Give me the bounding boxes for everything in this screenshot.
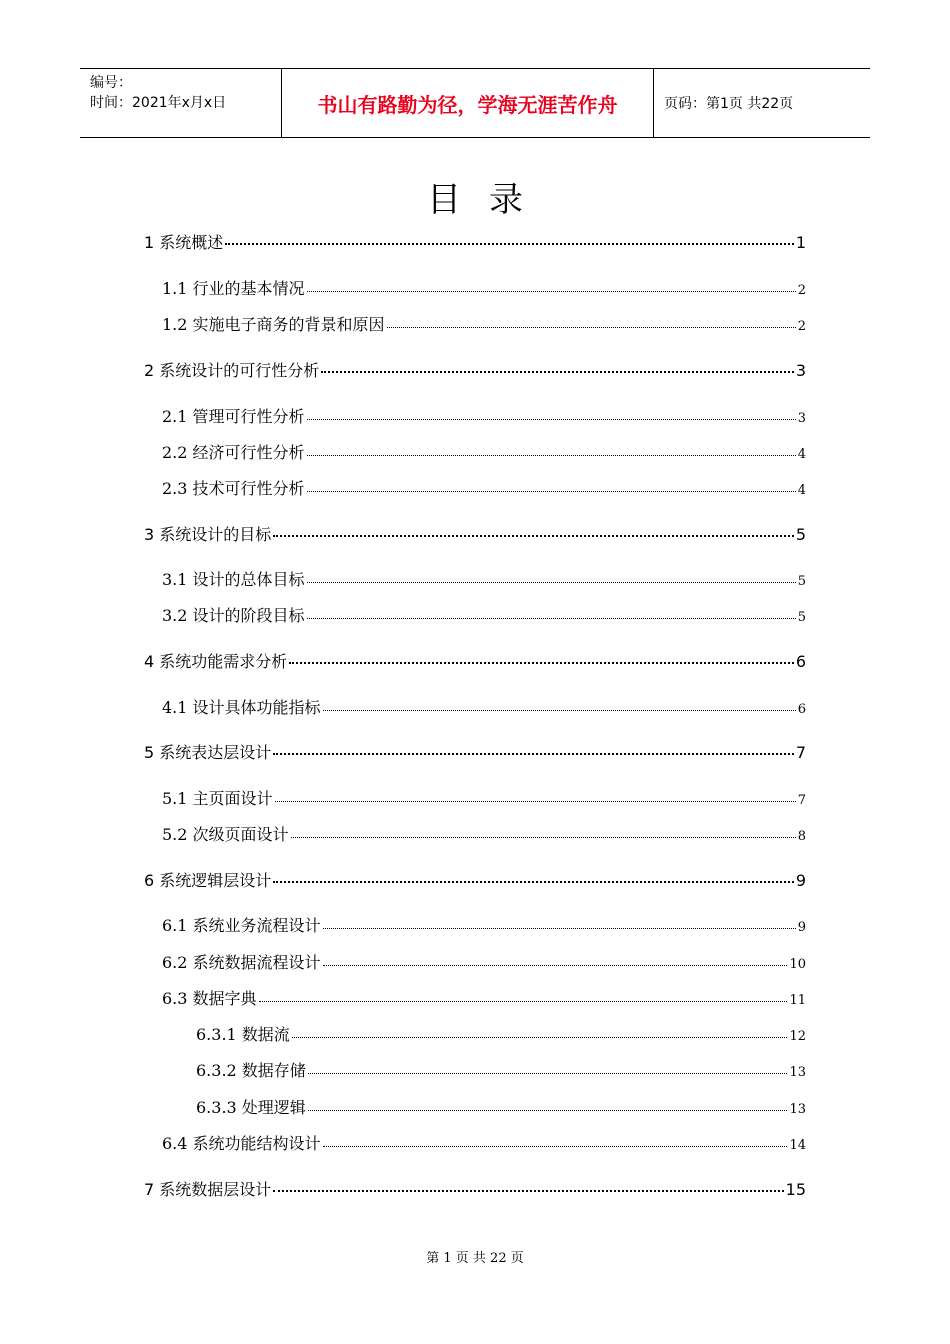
page-title: 目录 (427, 180, 551, 220)
toc-entry-label: 6.3.2 数据存储 (196, 1061, 306, 1080)
toc-entry[interactable] (162, 276, 806, 299)
toc-entry-label: 3.2 设计的阶段目标 (162, 606, 305, 625)
header-page-info: 页码：第1页 共22页 (664, 96, 794, 112)
toc-dot-leader (291, 836, 796, 838)
toc-entry-label: 1 系统概述 (144, 233, 224, 252)
toc-entry-page: 4 (797, 447, 806, 462)
toc-entry-label: 6 系统逻辑层设计 (144, 871, 272, 890)
toc-entry[interactable] (144, 522, 806, 545)
toc-entry-label: 6.3.1 数据流 (196, 1025, 290, 1044)
toc-entry-label: 2 系统设计的可行性分析 (144, 361, 320, 380)
toc-dot-leader (323, 709, 796, 711)
toc-entry-page: 1 (795, 233, 806, 252)
toc-entry-page: 9 (795, 871, 806, 890)
toc-dot-leader (321, 370, 794, 373)
toc-entry[interactable] (162, 603, 806, 626)
header-motto: 书山有路勤为径，学海无涯苦作舟 (282, 69, 654, 137)
toc-dot-leader (307, 490, 796, 492)
toc-entry[interactable] (144, 230, 806, 253)
toc-entry-label: 5.1 主页面设计 (162, 789, 273, 808)
toc-entry[interactable] (144, 740, 806, 763)
toc-entry[interactable] (162, 1131, 806, 1154)
toc-entry-label: 3.1 设计的总体目标 (162, 570, 305, 589)
toc-entry-label: 2.1 管理可行性分析 (162, 407, 305, 426)
toc-entry-label: 6.1 系统业务流程设计 (162, 916, 321, 935)
toc-entry[interactable] (144, 1177, 806, 1200)
toc-entry[interactable] (162, 822, 806, 845)
toc-entry-page: 12 (789, 1029, 806, 1044)
toc-entry[interactable] (162, 476, 806, 499)
toc-entry-page: 9 (797, 920, 806, 935)
toc-entry-page: 5 (795, 525, 806, 544)
toc-entry[interactable] (162, 312, 806, 335)
toc-dot-leader (323, 1145, 788, 1147)
toc-entry-page: 6 (795, 652, 806, 671)
toc-dot-leader (273, 534, 794, 537)
toc-dot-leader (273, 1189, 783, 1192)
toc-entry-page: 5 (797, 610, 806, 625)
toc-entry-page: 5 (797, 574, 806, 589)
toc-entry-page: 3 (797, 411, 806, 426)
toc-dot-leader (323, 927, 796, 929)
toc-entry[interactable] (162, 440, 806, 463)
toc-entry-page: 11 (789, 993, 806, 1008)
toc-entry[interactable] (162, 567, 806, 590)
toc-entry-label: 2.3 技术可行性分析 (162, 479, 305, 498)
toc-entry-page: 2 (797, 319, 806, 334)
toc-dot-leader (289, 661, 794, 664)
toc-dot-leader (323, 964, 788, 966)
toc-entry-page: 2 (797, 283, 806, 298)
toc-dot-leader (259, 1000, 788, 1002)
toc-entry[interactable] (162, 986, 806, 1009)
toc-dot-leader (308, 1109, 788, 1111)
toc-entry-page: 7 (797, 793, 806, 808)
toc-entry-page: 13 (789, 1102, 806, 1117)
toc-entry[interactable] (144, 358, 806, 381)
toc-dot-leader (307, 454, 796, 456)
toc-entry-label: 3 系统设计的目标 (144, 525, 272, 544)
toc-dot-leader (308, 1072, 788, 1074)
toc-dot-leader (273, 880, 794, 883)
page-footer: 第 1 页 共 22 页 (426, 1251, 524, 1266)
document-number-label: 编号： (90, 75, 132, 91)
toc-entry-page: 14 (789, 1138, 806, 1153)
toc-entry[interactable] (162, 786, 806, 809)
toc-dot-leader (307, 290, 796, 292)
toc-entry[interactable] (162, 695, 806, 718)
toc-dot-leader (275, 800, 796, 802)
toc-entry[interactable] (162, 913, 806, 936)
toc-dot-leader (225, 242, 794, 245)
toc-dot-leader (307, 617, 796, 619)
toc-entry-label: 4.1 设计具体功能指标 (162, 698, 321, 717)
toc-entry[interactable] (196, 1095, 806, 1118)
toc-entry-label: 5.2 次级页面设计 (162, 825, 289, 844)
toc-entry-page: 13 (789, 1065, 806, 1080)
toc-entry-label: 4 系统功能需求分析 (144, 652, 288, 671)
toc-entry-label: 1.1 行业的基本情况 (162, 279, 305, 298)
toc-entry-label: 6.2 系统数据流程设计 (162, 953, 321, 972)
toc-dot-leader (273, 752, 794, 755)
document-time-label: 时间：2021年x月x日 (90, 95, 227, 111)
toc-entry-label: 1.2 实施电子商务的背景和原因 (162, 315, 385, 334)
toc-entry-page: 3 (795, 361, 806, 380)
toc-entry[interactable] (196, 1022, 806, 1045)
toc-dot-leader (387, 326, 796, 328)
toc-entry[interactable] (196, 1058, 806, 1081)
toc-entry[interactable] (162, 404, 806, 427)
toc-entry-page: 10 (789, 957, 806, 972)
toc-entry-label: 2.2 经济可行性分析 (162, 443, 305, 462)
toc-dot-leader (307, 418, 796, 420)
toc-entry-label: 6.3 数据字典 (162, 989, 257, 1008)
toc-dot-leader (292, 1036, 788, 1038)
toc-entry-page: 6 (797, 702, 806, 717)
toc-entry-page: 4 (797, 483, 806, 498)
toc-entry-page: 7 (795, 743, 806, 762)
toc-entry-page: 15 (785, 1180, 806, 1199)
toc-entry-label: 5 系统表达层设计 (144, 743, 272, 762)
toc-entry-page: 8 (797, 829, 806, 844)
toc-entry[interactable] (162, 950, 806, 973)
toc-entry[interactable] (144, 649, 806, 672)
toc-entry-label: 7 系统数据层设计 (144, 1180, 272, 1199)
toc-entry-label: 6.3.3 处理逻辑 (196, 1098, 306, 1117)
toc-dot-leader (307, 581, 796, 583)
toc-entry[interactable] (144, 868, 806, 891)
toc-entry-label: 6.4 系统功能结构设计 (162, 1134, 321, 1153)
